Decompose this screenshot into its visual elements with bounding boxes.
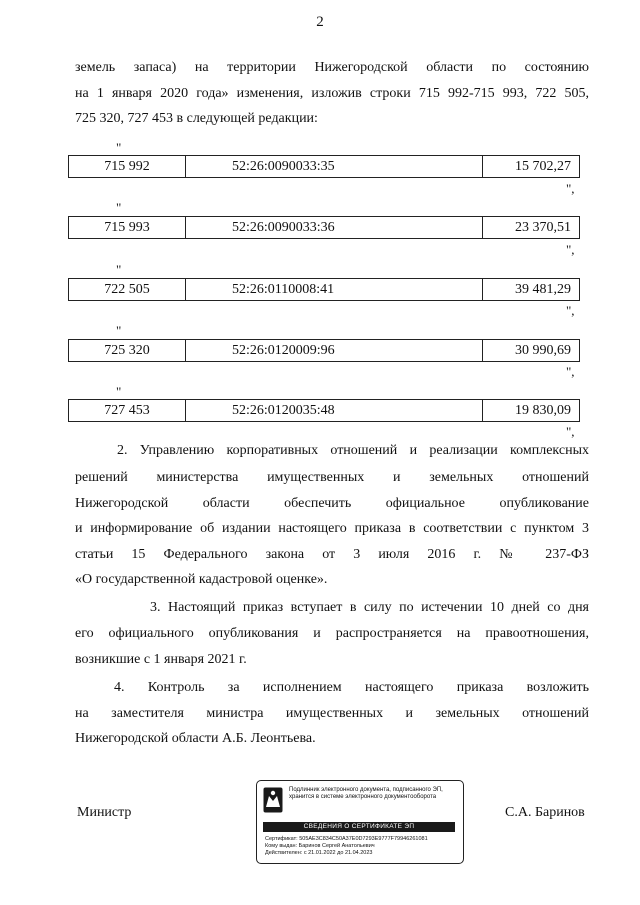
para2-line-4: и информирование об издании настоящего приказа в соответствии с пунктом 3 [75, 521, 589, 536]
quote-open: " [116, 200, 122, 215]
signatory-name: С.А. Баринов [505, 805, 585, 820]
table-row [68, 216, 580, 239]
quote-close: ", [566, 364, 575, 379]
row-number: 715 992 [104, 159, 150, 174]
stamp-note: Подлинник электронного документа, подписанного ЭП, хранится в системе электронного документооборота [289, 787, 443, 800]
cadastral-number: 52:26:0120035:48 [185, 400, 483, 421]
cadastral-number: 52:26:0120009:96 [185, 340, 483, 361]
quote-open: " [116, 323, 122, 338]
row-number: 725 320 [104, 343, 150, 358]
intro-line-1: земель запаса) на территории Нижегородской области по состоянию [75, 60, 589, 75]
para4-line-3: Нижегородской области А.Б. Леонтьева. [75, 731, 316, 746]
para2-line-3: Нижегородской области обеспечить официальное опубликование [75, 496, 589, 511]
row-number: 715 993 [104, 220, 150, 235]
para4-line-1: 4. Контроль за исполнением настоящего приказа возложить [114, 680, 589, 695]
quote-close: ", [566, 424, 575, 439]
para3-line-2: его официального опубликования и распространяется на правоотношения, [75, 626, 589, 641]
para3-line-3: возникшие с 1 января 2021 г. [75, 652, 247, 667]
table-row [68, 339, 580, 362]
page-number: 2 [316, 14, 324, 30]
table-row [68, 278, 580, 301]
stamp-title: СВЕДЕНИЯ О СЕРТИФИКАТЕ ЭП [263, 822, 455, 832]
row-number: 722 505 [104, 282, 150, 297]
table-row [68, 399, 580, 422]
quote-open: " [116, 140, 122, 155]
cadastral-value: 15 702,27 [515, 159, 571, 174]
stamp-certificate: Сертификат: 505AE3C834C50A37E0D7293E9777F79946261081 [265, 836, 428, 842]
cadastral-value: 30 990,69 [515, 343, 571, 358]
stamp-valid: Действителен: с 21.01.2022 до 21.04.2023 [265, 850, 373, 856]
quote-open: " [116, 384, 122, 399]
cadastral-value: 19 830,09 [515, 403, 571, 418]
para3-line-1: 3. Настоящий приказ вступает в силу по истечении 10 дней со дня [150, 600, 589, 615]
signatory-position: Министр [77, 805, 132, 820]
cadastral-number: 52:26:0110008:41 [185, 279, 483, 300]
para2-line-2: решений министерства имущественных и земельных отношений [75, 470, 589, 485]
para2-line-1: 2. Управлению корпоративных отношений и реализации комплексных [117, 443, 589, 458]
table-row [68, 155, 580, 178]
coat-of-arms-icon [263, 787, 283, 813]
cadastral-value: 23 370,51 [515, 220, 571, 235]
intro-line-3: 725 320, 727 453 в следующей редакции: [75, 111, 318, 126]
cadastral-value: 39 481,29 [515, 282, 571, 297]
para4-line-2: на заместителя министра имущественных и земельных отношений [75, 706, 589, 721]
intro-line-2: на 1 января 2020 года» изменения, изложив строки 715 992-715 993, 722 505, [75, 86, 589, 101]
para2-line-5: статьи 15 Федерального закона от 3 июля 2016 г. № 237-ФЗ [75, 547, 589, 562]
quote-close: ", [566, 181, 575, 196]
quote-close: ", [566, 242, 575, 257]
quote-close: ", [566, 303, 575, 318]
cadastral-number: 52:26:0090033:35 [185, 156, 483, 177]
e-signature-stamp [256, 780, 464, 864]
cadastral-number: 52:26:0090033:36 [185, 217, 483, 238]
para2-line-6: «О государственной кадастровой оценке». [75, 572, 328, 587]
quote-open: " [116, 262, 122, 277]
row-number: 727 453 [104, 403, 150, 418]
stamp-issued-to: Кому выдан: Баринов Сергей Анатольевич [265, 843, 375, 849]
